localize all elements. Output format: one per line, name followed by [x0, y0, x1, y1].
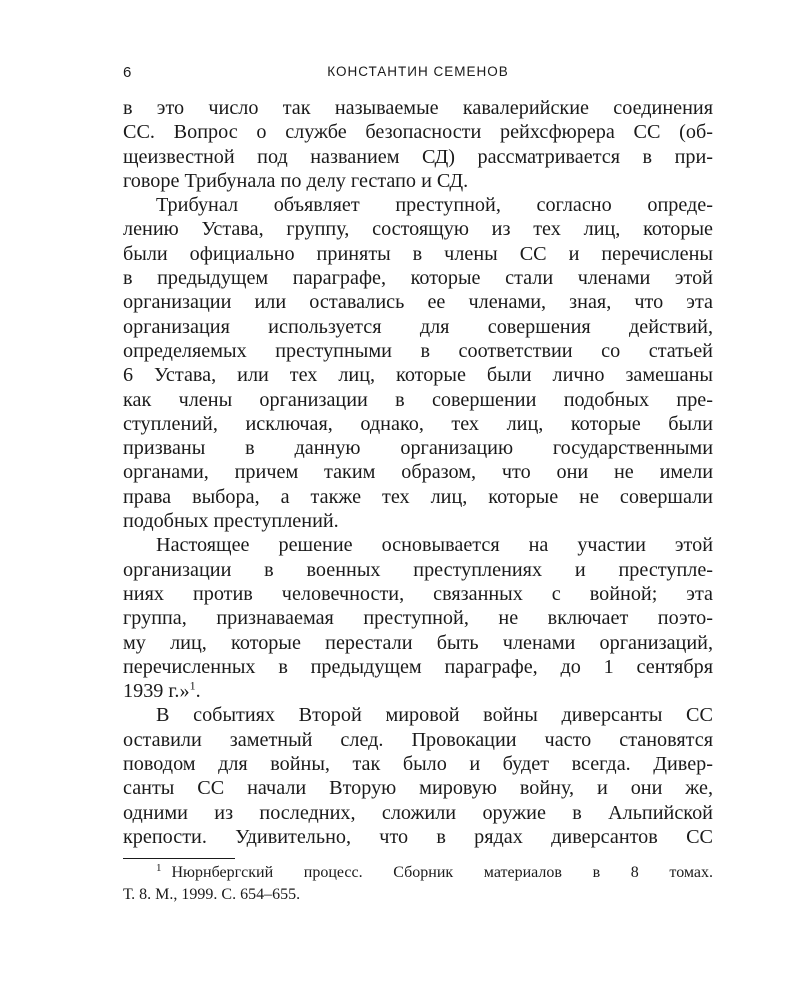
text-line-content: 1939 г.» — [123, 680, 190, 703]
text-line: перечисленных в предыдущем параграфе, до 1 сентября — [123, 655, 713, 678]
text-line: органами, причем таким образом, что они не имели — [123, 461, 713, 484]
footnote-text: Нюрнбергский процесс. Сборник материалов в 8 томах. — [171, 864, 713, 881]
text-line: щеизвестной под названием СД) рассматривается в при- — [123, 145, 713, 168]
running-head: КОНСТАНТИН СЕМЕНОВ — [327, 64, 509, 79]
text-line: в это число так называемые кавалерийские соединения — [123, 97, 713, 119]
page-number: 6 — [123, 64, 132, 81]
text-line: в предыдущем параграфе, которые стали членами этой — [123, 267, 713, 290]
text-line: ступлений, исключая, однако, тех лиц, которые были — [123, 412, 713, 435]
footnote-marker: 1 — [156, 861, 162, 874]
text-line: организация используется для совершения действий, — [123, 315, 713, 338]
page-header — [123, 64, 713, 86]
text-line: группа, признаваемая преступной, не включает поэто- — [123, 607, 713, 630]
text-line: Трибунал объявляет преступной, согласно опреде- — [156, 194, 713, 217]
text-line: оставили заметный след. Провокации часто становятся — [123, 728, 713, 751]
text-line: одними из последних, сложили оружие в Альпийской — [123, 801, 713, 824]
text-line: подобных преступлений. — [123, 510, 339, 533]
text-line: 6 Устава, или тех лиц, которые были лично замешаны — [123, 364, 713, 387]
footnote-line: Т. 8. М., 1999. С. 654–655. — [123, 886, 301, 903]
text-line: права выбора, а также тех лиц, которые не совершали — [123, 485, 713, 508]
text-line: санты СС начали Вторую мировую войну, и они же, — [123, 777, 713, 800]
text-line: лению Устава, группу, состоящую из тех лиц, которые — [123, 218, 713, 241]
body-text — [123, 96, 713, 849]
text-line: организации в военных преступлениях и преступле- — [123, 558, 713, 581]
text-line: ниях против человечности, связанных с войной; эта — [123, 582, 713, 605]
text-line: му лиц, которые перестали быть членами организаций, — [123, 631, 713, 654]
footnote-divider — [123, 858, 235, 859]
footnote-line — [123, 862, 713, 884]
text-line: 1939 г.»$^1$. — [123, 678, 201, 703]
text-line: крепости. Удивительно, что в рядах диверсантов СС — [123, 825, 713, 848]
text-line: определяемых преступными в соответствии со статьей — [123, 339, 713, 362]
text-line: Настоящее решение основывается на участии этой — [156, 534, 713, 557]
text-line: призваны в данную организацию государственными — [123, 437, 713, 460]
text-line: говоре Трибунала по делу гестапо и СД. — [123, 169, 469, 192]
text-line: как члены организации в совершении подобных пре- — [123, 388, 713, 411]
text-line: были официально приняты в члены СС и перечислены — [123, 242, 713, 265]
text-line: поводом для войны, так было и будет всегда. Дивер- — [123, 753, 713, 776]
text-line: организации или оставались ее членами, зная, что эта — [123, 291, 713, 314]
footnote-reference[interactable]: 1 — [189, 678, 196, 693]
text-line: СС. Вопрос о службе безопасности рейхсфюрера СС (об- — [123, 121, 713, 144]
text-line: В событиях Второй мировой войны диверсанты СС — [156, 704, 713, 727]
footnote — [123, 862, 713, 906]
